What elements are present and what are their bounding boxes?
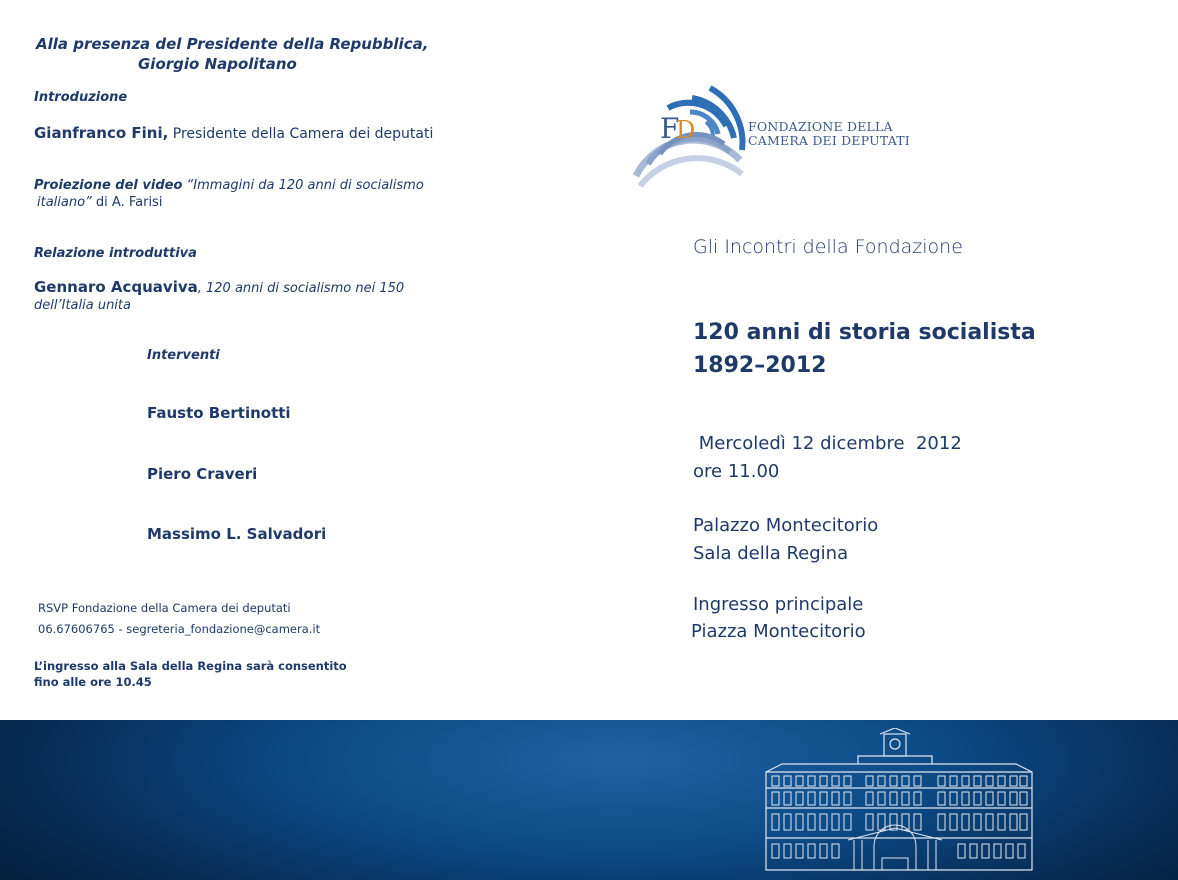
event-time: ore 11.00 [693, 461, 780, 482]
svg-text:D: D [676, 116, 696, 144]
event-date: Mercoledì 12 dicembre 2012 [693, 433, 962, 454]
foundation-name [748, 120, 910, 148]
interventi-heading: Interventi [147, 348, 220, 363]
access-line-1: L’ingresso alla Sala della Regina sarà consentito [34, 659, 347, 673]
fini-entry [34, 124, 494, 142]
rsvp-line-2: 06.67606765 - segreteria_fondazione@camera.it [38, 622, 321, 636]
presence-line-1: Alla presenza del Presidente della Repubblica, [36, 35, 429, 53]
video-label: Proiezione del video [34, 178, 183, 193]
access-line-2: fino alle ore 10.45 [34, 675, 152, 689]
foundation-name-line-2: CAMERA DEI DEPUTATI [748, 133, 910, 148]
acquaviva-entry [34, 279, 454, 314]
palazzo-montecitorio-illustration-icon [762, 728, 1036, 874]
intro-heading: Introduzione [34, 90, 128, 105]
presence-line-2: Giorgio Napolitano [138, 55, 297, 73]
entrance-line-2: Piazza Montecitorio [691, 621, 866, 642]
acquaviva-name: Gennaro Acquaviva [34, 278, 198, 296]
event-title-line-2: 1892–2012 [693, 353, 827, 378]
event-entrance [693, 591, 866, 645]
video-entry [34, 177, 474, 211]
event-datetime [693, 430, 962, 486]
venue-line-1: Palazzo Montecitorio [693, 515, 879, 536]
access-note [34, 658, 374, 690]
entrance-line-1: Ingresso principale [693, 594, 864, 615]
acquaviva-title-1: , 120 anni di socialismo nei 150 [197, 281, 405, 296]
event-venue [693, 512, 878, 568]
rsvp-line-1: RSVP Fondazione della Camera dei deputati [38, 601, 291, 615]
venue-line-2: Sala della Regina [693, 543, 849, 564]
series-title: Gli Incontri della Fondazione [693, 236, 963, 258]
video-author: di A. Farisi [91, 195, 163, 210]
fondazione-logo-icon [630, 78, 750, 188]
video-title-2: italiano” [37, 195, 92, 210]
event-title [693, 316, 1036, 382]
event-title-line-1: 120 anni di storia socialista [693, 320, 1036, 345]
speaker-3: Massimo L. Salvadori [147, 525, 327, 543]
acquaviva-title-2: dell’Italia unita [34, 298, 131, 313]
rsvp-info [38, 598, 320, 640]
presence-text [36, 34, 436, 74]
relazione-heading: Relazione introduttiva [34, 246, 197, 261]
fini-name: Gianfranco Fini, [34, 124, 169, 142]
video-title-1: “Immagini da 120 anni di socialismo [182, 178, 424, 193]
speaker-1: Fausto Bertinotti [147, 404, 291, 422]
speaker-2: Piero Craveri [147, 465, 258, 483]
fini-role: Presidente della Camera dei deputati [168, 126, 434, 142]
svg-text:F: F [660, 112, 680, 145]
foundation-name-line-1: FONDAZIONE DELLA [748, 119, 893, 134]
